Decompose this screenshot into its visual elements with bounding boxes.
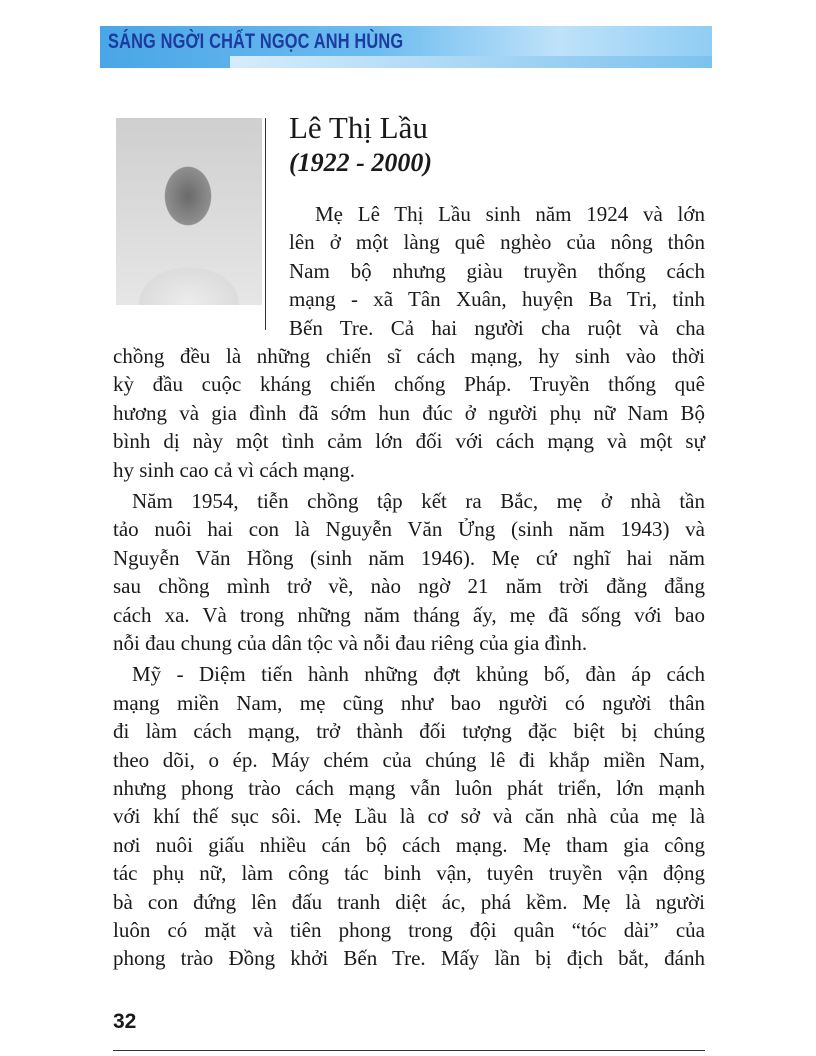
text-line: Bến Tre. Cả hai người cha ruột và cha — [289, 315, 705, 340]
text-line: Mẹ Lê Thị Lầu sinh năm 1924 và lớn — [315, 202, 705, 226]
text-line: lên ở một làng quê nghèo của nông thôn — [289, 230, 705, 255]
text-line: bình dị này một tình cảm lớn đối với cách mạng và một sự — [113, 429, 705, 454]
text-line: phong trào Đồng khởi Bến Tre. Mấy lần bị địch bắt, đánh — [113, 946, 705, 971]
text-line: luôn có mặt và tiên phong trong đội quân “tóc dài” của — [113, 918, 705, 942]
text-line: nơi nuôi giấu nhiều cán bộ cách mạng. Mẹ tham gia công — [113, 832, 705, 857]
text-line: tảo nuôi hai con là Nguyễn Văn Ửng (sinh năm 1943) và — [113, 517, 705, 542]
text-line: Mỹ - Diệm tiến hành những đợt khủng bố, đàn áp cách — [132, 662, 705, 687]
text-line: mạng - xã Tân Xuân, huyện Ba Tri, tỉnh — [289, 287, 705, 312]
person-name: Lê Thị Lầu — [289, 110, 428, 145]
text-line: hương và gia đình đã sớm hun đúc ở người phụ nữ Nam Bộ — [113, 400, 705, 425]
text-line: Năm 1954, tiễn chồng tập kết ra Bắc, mẹ ở nhà tần — [132, 489, 705, 513]
page-number: 32 — [113, 1010, 137, 1033]
text-line: tác phụ nữ, làm công tác binh vận, tuyên truyền vận động — [113, 861, 705, 886]
text-line: với khí thế sục sôi. Mẹ Lầu là cơ sở và căn nhà của mẹ là — [113, 804, 705, 829]
text-line: Nam bộ nhưng giàu truyền thống cách — [289, 258, 705, 283]
text-line: nhưng phong trào cách mạng vẫn luôn phát triển, lớn mạnh — [113, 776, 705, 800]
text-line: hy sinh cao cả vì cách mạng. — [113, 457, 355, 482]
text-line: mạng miền Nam, mẹ cũng như bao người có người thân — [113, 690, 705, 715]
person-years: (1922 - 2000) — [289, 148, 432, 177]
text-line: sau chồng mình trở về, nào ngờ 21 năm trời đằng đẵng — [113, 574, 705, 599]
photo-divider — [265, 118, 266, 330]
text-line: theo dõi, o ép. Máy chém của chúng lê đi khắp miền Nam, — [113, 747, 705, 772]
text-line: nỗi đau chung của dân tộc và nỗi đau riêng của gia đình. — [113, 631, 588, 655]
text-line: cách xa. Và trong những năm tháng ấy, mẹ đã sống với bao — [113, 602, 705, 627]
text-line: chồng đều là những chiến sĩ cách mạng, hy sinh vào thời — [113, 344, 705, 368]
text-line: bà con đứng lên đấu tranh diệt ác, phá kềm. Mẹ là người — [113, 889, 705, 914]
text-line: đi làm cách mạng, trở thành đối tượng đặc biệt bị chúng — [113, 719, 705, 744]
text-line: kỳ đầu cuộc kháng chiến chống Pháp. Truyền thống quê — [113, 372, 705, 397]
section-header-brush — [230, 56, 712, 68]
text-line: Nguyễn Văn Hồng (sinh năm 1946). Mẹ cứ nghĩ hai năm — [113, 545, 705, 570]
portrait-photo — [116, 118, 262, 305]
footer-rule — [113, 1050, 705, 1051]
section-title: SÁNG NGỜI CHẤT NGỌC ANH HÙNG — [108, 30, 404, 53]
